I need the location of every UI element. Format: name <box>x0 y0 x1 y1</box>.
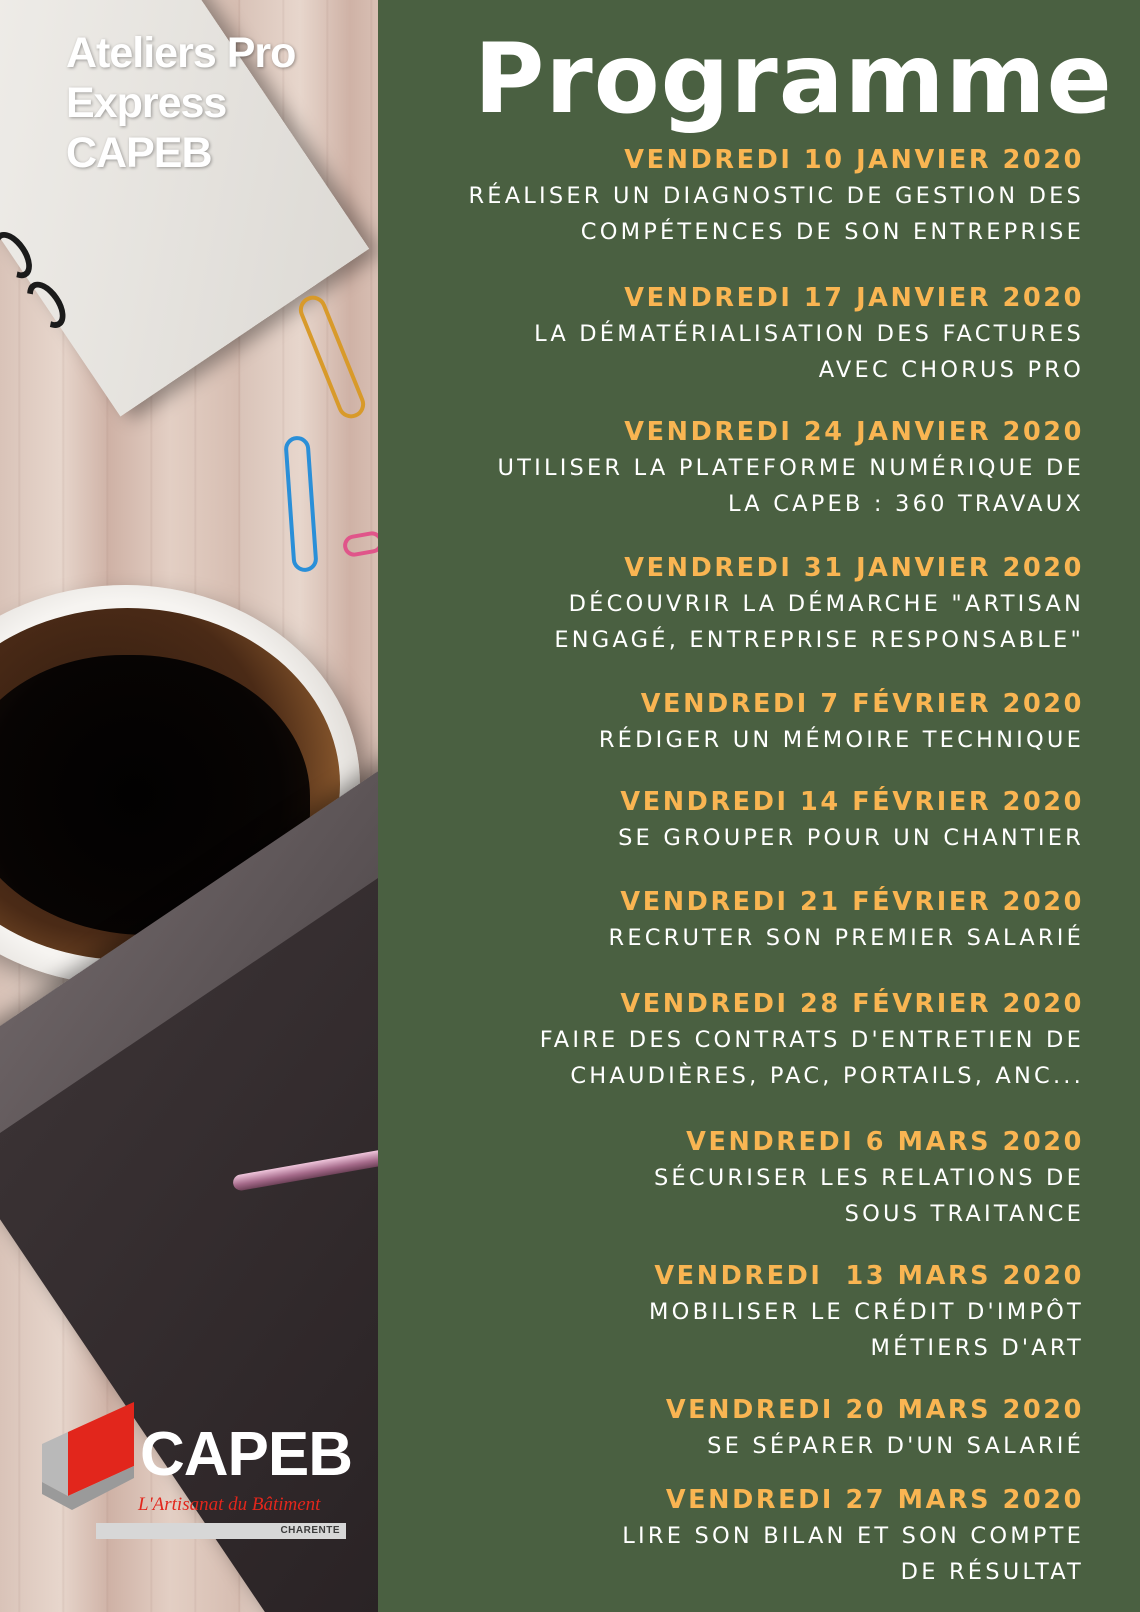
event-title: RÉALISER UN DIAGNOSTIC DE GESTION DES COMPÉTENCES DE SON ENTREPRISE <box>468 183 1084 245</box>
event-date: VENDREDI 31 JANVIER 2020 <box>624 553 1084 583</box>
list-item <box>394 884 1084 956</box>
logo-wordmark: CAPEB <box>140 1420 353 1489</box>
event-title: SÉCURISER LES RELATIONS DE SOUS TRAITANCE <box>653 1165 1084 1227</box>
event-list <box>394 142 1084 1590</box>
event-title: LIRE SON BILAN ET SON COMPTE DE RÉSULTAT <box>622 1523 1084 1585</box>
list-item <box>394 280 1084 388</box>
list-item <box>394 1258 1084 1366</box>
event-title: DÉCOUVRIR LA DÉMARCHE "ARTISAN ENGAGÉ, ENTREPRISE RESPONSABLE" <box>554 591 1084 653</box>
paperclip-icon <box>295 291 370 422</box>
capeb-logo-mark-icon <box>42 1402 138 1512</box>
programme-panel <box>378 0 1140 1612</box>
event-date: VENDREDI 28 FÉVRIER 2020 <box>620 989 1084 1019</box>
event-date: VENDREDI 13 MARS 2020 <box>654 1261 1084 1291</box>
title-line: Express <box>66 79 227 127</box>
event-date: VENDREDI 10 JANVIER 2020 <box>624 145 1084 175</box>
event-series-title <box>66 28 366 178</box>
event-date: VENDREDI 17 JANVIER 2020 <box>624 283 1084 313</box>
event-title: RÉDIGER UN MÉMOIRE TECHNIQUE <box>598 727 1084 753</box>
page-title: Programme <box>474 23 1113 135</box>
event-date: VENDREDI 24 JANVIER 2020 <box>624 417 1084 447</box>
event-date: VENDREDI 6 MARS 2020 <box>686 1127 1084 1157</box>
title-line: CAPEB <box>66 129 212 177</box>
event-title: SE SÉPARER D'UN SALARIÉ <box>707 1433 1084 1459</box>
logo-region: CHARENTE <box>96 1523 346 1539</box>
event-date: VENDREDI 14 FÉVRIER 2020 <box>620 787 1084 817</box>
paperclip-icon <box>283 435 318 572</box>
list-item <box>394 142 1084 250</box>
event-title: MOBILISER LE CRÉDIT D'IMPÔT MÉTIERS D'ART <box>649 1299 1084 1361</box>
logo-tagline: L'Artisanat du Bâtiment <box>138 1494 321 1515</box>
capeb-logo <box>42 1402 362 1542</box>
event-date: VENDREDI 7 FÉVRIER 2020 <box>640 689 1084 719</box>
event-date: VENDREDI 27 MARS 2020 <box>665 1485 1084 1515</box>
list-item <box>394 550 1084 658</box>
list-item <box>394 686 1084 758</box>
list-item <box>394 1392 1084 1464</box>
event-date: VENDREDI 20 MARS 2020 <box>665 1395 1084 1425</box>
event-date: VENDREDI 21 FÉVRIER 2020 <box>620 887 1084 917</box>
list-item <box>394 1482 1084 1590</box>
background-photo <box>0 0 378 1612</box>
event-title: RECRUTER SON PREMIER SALARIÉ <box>608 925 1084 951</box>
list-item <box>394 986 1084 1094</box>
event-title: FAIRE DES CONTRATS D'ENTRETIEN DE CHAUDIÈRES, PAC, PORTAILS, ANC... <box>539 1027 1084 1089</box>
event-title: UTILISER LA PLATEFORME NUMÉRIQUE DE LA CAPEB : 360 TRAVAUX <box>497 455 1084 517</box>
list-item <box>394 1124 1084 1232</box>
paperclip-icon <box>341 530 378 559</box>
event-title: LA DÉMATÉRIALISATION DES FACTURES AVEC CHORUS PRO <box>534 321 1084 383</box>
title-line: Ateliers Pro <box>66 29 296 77</box>
list-item <box>394 414 1084 522</box>
list-item <box>394 784 1084 856</box>
event-title: SE GROUPER POUR UN CHANTIER <box>618 825 1084 851</box>
